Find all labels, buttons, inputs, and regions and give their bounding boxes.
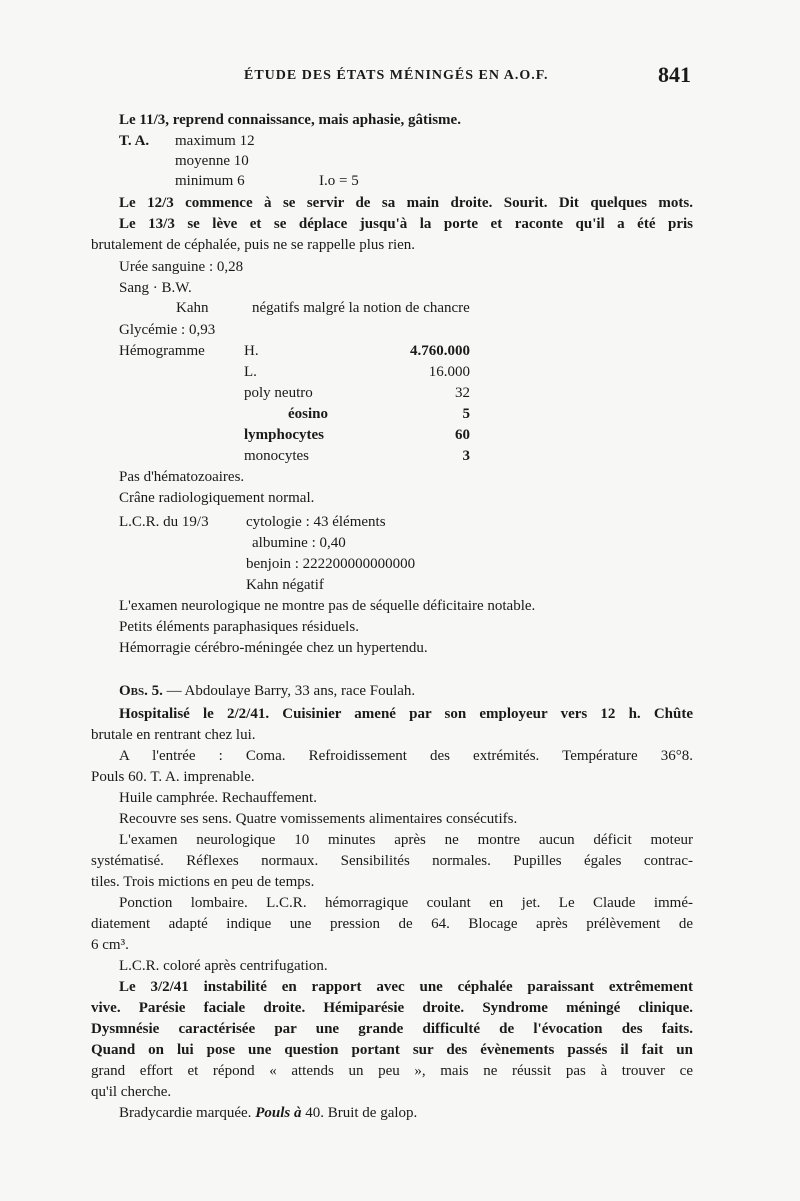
hemo-row-name: poly neutro — [244, 385, 313, 401]
ta-label: T. A. — [119, 133, 150, 149]
text-line: L'examen neurologique ne montre pas de séquelle déficitaire notable. — [119, 598, 536, 614]
text-line: A l'entrée : Coma. Refroidissement des extrémités. Température 36°8. — [119, 748, 693, 764]
ta-maximum: maximum 12 — [175, 133, 255, 149]
hemo-row-name: monocytes — [244, 448, 309, 464]
lcr-label: L.C.R. du 19/3 — [119, 514, 209, 530]
pouls-italic: Pouls à — [255, 1105, 302, 1121]
text-line: systématisé. Réflexes normaux. Sensibilités normales. Pupilles égales contrac- — [91, 853, 693, 869]
page-number: 841 — [658, 62, 691, 87]
text-line: Crâne radiologiquement normal. — [119, 490, 315, 506]
text-line: Huile camphrée. Rechauffement. — [119, 790, 317, 806]
galop-text: 40. Bruit de galop. — [301, 1105, 418, 1121]
hemo-row-name: H. — [244, 343, 259, 359]
text-line: Le 13/3 se lève et se déplace jusqu'à la porte et raconte qu'il a été pris — [119, 216, 693, 232]
bradycardie-text: Bradycardie marquée. — [119, 1105, 256, 1121]
text-line: Petits éléments paraphasiques résiduels. — [119, 619, 359, 635]
text-line — [119, 1103, 417, 1123]
running-title: ÉTUDE DES ÉTATS MÉNINGÉS EN A.O.F. — [244, 68, 549, 83]
text-line: Le 11/3, reprend connaissance, mais aphasie, gâtisme. — [119, 112, 461, 128]
text-line: tiles. Trois mictions en peu de temps. — [91, 874, 315, 890]
text-line: Ponction lombaire. L.C.R. hémorragique coulant en jet. Le Claude immé- — [119, 895, 693, 911]
obs5-label: Obs. 5. — [119, 683, 163, 699]
hemo-row-value: 3 — [462, 448, 470, 464]
text-line: L'examen neurologique 10 minutes après ne montre aucun déficit moteur — [119, 832, 693, 848]
text-line: vive. Parésie faciale droite. Hémiparésie droite. Syndrome méningé clinique. — [91, 1000, 693, 1016]
kahn-label: Kahn — [176, 300, 209, 316]
lcr-kahn: Kahn négatif — [246, 577, 324, 593]
text-line: Dysmnésie caractérisée par une grande difficulté de l'évocation des faits. — [91, 1021, 693, 1037]
hemo-row-name: éosino — [288, 406, 329, 422]
ta-minimum: minimum 6 — [175, 173, 245, 189]
glycemie: Glycémie : 0,93 — [119, 322, 216, 338]
hemo-row-name: L. — [244, 364, 257, 380]
running-header — [0, 62, 800, 92]
lcr-albumine: albumine : 0,40 — [252, 535, 346, 551]
text-line: Pouls 60. T. A. imprenable. — [91, 769, 255, 785]
hemo-row-value: 16.000 — [428, 364, 470, 380]
text-line: Hospitalisé le 2/2/41. Cuisinier amené par son employeur vers 12 h. Chûte — [119, 706, 693, 722]
obs5-heading — [119, 681, 415, 701]
lcr-cytologie: cytologie : 43 éléments — [246, 514, 386, 530]
uree-sanguine: Urée sanguine : 0,28 — [119, 259, 244, 275]
text-line: 6 cm³. — [91, 937, 129, 953]
obs5-title: — Abdoulaye Barry, 33 ans, race Foulah. — [162, 683, 416, 699]
sang-bw: Sang · B.W. — [119, 280, 192, 296]
text-line: brutale en rentrant chez lui. — [91, 727, 256, 743]
ta-moyenne: moyenne 10 — [175, 153, 249, 169]
text-line: L.C.R. coloré après centrifugation. — [119, 958, 328, 974]
text-line: Le 12/3 commence à se servir de sa main droite. Sourit. Dit quelques mots. — [119, 195, 693, 211]
hemo-row-value: 32 — [455, 385, 470, 401]
hemogramme-label: Hémogramme — [119, 343, 205, 359]
ta-io: I.o = 5 — [319, 173, 359, 189]
hemo-row-value: 60 — [455, 427, 470, 443]
text-line: diatement adapté indique une pression de 64. Blocage après prélèvement de — [91, 916, 693, 932]
hemo-row-value: 4.760.000 — [410, 343, 470, 359]
text-line: Quand on lui pose une question portant sur des évènements passés il fait un — [91, 1042, 693, 1058]
text-line: Hémorragie cérébro-méningée chez un hypertendu. — [119, 640, 428, 656]
hemo-row-name: lymphocytes — [244, 427, 324, 443]
kahn-text: négatifs malgré la notion de chancre — [252, 300, 470, 316]
text-line: Recouvre ses sens. Quatre vomissements alimentaires consécutifs. — [119, 811, 518, 827]
lcr-benjoin: benjoin : 222200000000000 — [246, 556, 416, 572]
text-line: Le 3/2/41 instabilité en rapport avec une céphalée paraissant extrêmement — [119, 979, 693, 995]
text-line: Pas d'hématozoaires. — [119, 469, 245, 485]
text-line: brutalement de céphalée, puis ne se rappelle plus rien. — [91, 237, 416, 253]
hemo-row-value: 5 — [462, 406, 470, 422]
text-line: qu'il cherche. — [91, 1084, 172, 1100]
text-line: grand effort et répond « attends un peu », mais ne réussit pas à trouver ce — [91, 1063, 693, 1079]
